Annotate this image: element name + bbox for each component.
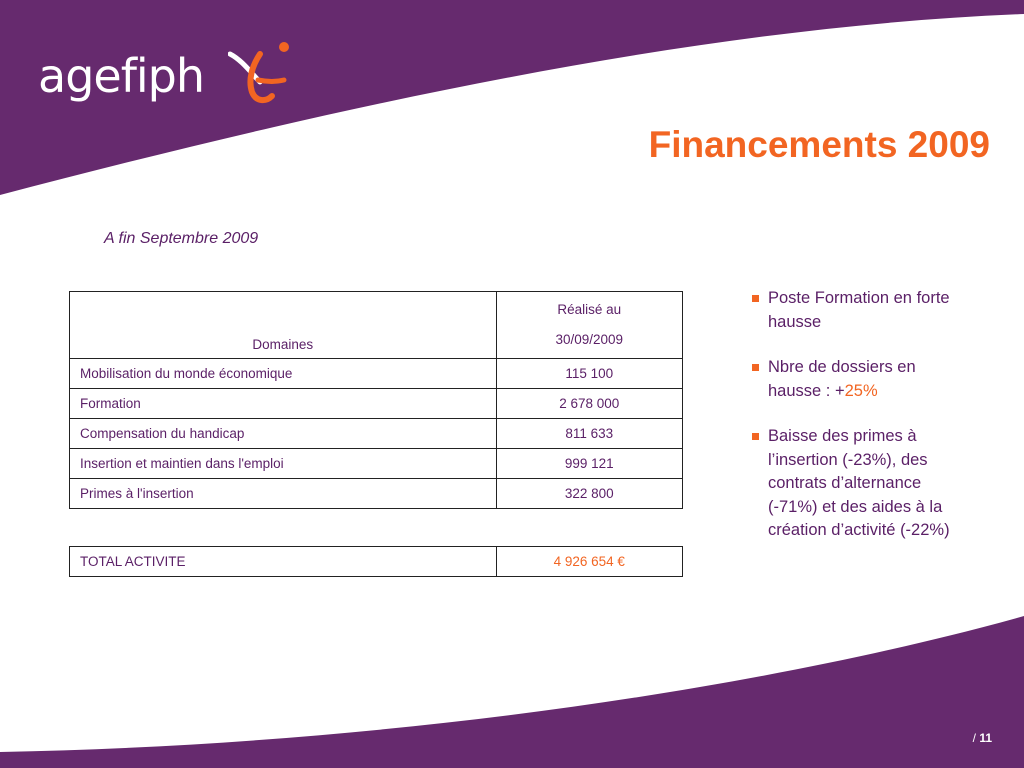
bottom-purple-band	[0, 616, 1024, 768]
row-value: 115 100	[496, 359, 682, 389]
logo-text: agefiph	[38, 49, 205, 103]
bullet-item	[752, 356, 957, 403]
row-value: 999 121	[496, 449, 682, 479]
row-value: 811 633	[496, 419, 682, 449]
header-domaines: Domaines	[70, 292, 497, 359]
bullet-highlight: 25%	[844, 381, 878, 400]
table-header-row	[70, 292, 683, 359]
row-domain: Formation	[70, 389, 497, 419]
bullet-text: Poste Formation en forte hausse	[768, 289, 950, 331]
total-label: TOTAL ACTIVITE	[70, 547, 497, 577]
table-row	[70, 449, 683, 479]
row-domain: Mobilisation du monde économique	[70, 359, 497, 389]
page-title: Financements 2009	[648, 124, 990, 165]
header-realise-line2: 30/09/2009	[555, 332, 624, 347]
table-row	[70, 419, 683, 449]
total-value: 4 926 654 €	[496, 547, 682, 577]
bullet-item	[752, 287, 957, 334]
page-number-value: 11	[979, 731, 992, 745]
total-row	[70, 547, 683, 577]
page-number	[973, 731, 992, 745]
page-number-prefix: /	[972, 731, 980, 745]
financing-table	[69, 291, 683, 509]
total-table	[69, 546, 683, 577]
row-domain: Primes à l'insertion	[70, 479, 497, 509]
bullet-list	[752, 287, 957, 565]
header-realise-line1: Réalisé au	[557, 302, 622, 317]
logo-figure-icon	[228, 40, 308, 112]
square-bullet-icon	[752, 295, 759, 302]
row-domain: Compensation du handicap	[70, 419, 497, 449]
row-value: 2 678 000	[496, 389, 682, 419]
table-row	[70, 359, 683, 389]
square-bullet-icon	[752, 364, 759, 371]
bullet-item	[752, 425, 957, 543]
page-subtitle: A fin Septembre 2009	[104, 230, 259, 247]
agefiph-logo	[38, 40, 278, 112]
row-domain: Insertion et maintien dans l'emploi	[70, 449, 497, 479]
table-row	[70, 389, 683, 419]
row-value: 322 800	[496, 479, 682, 509]
bullet-text: Nbre de dossiers en hausse : +	[768, 358, 916, 400]
square-bullet-icon	[752, 433, 759, 440]
header-realise	[496, 292, 682, 359]
table-row	[70, 479, 683, 509]
bullet-text: Baisse des primes à l’insertion (-23%), des contrats d’alternance (-71%) et des aides à la création d’activité (-22%)	[768, 427, 950, 539]
